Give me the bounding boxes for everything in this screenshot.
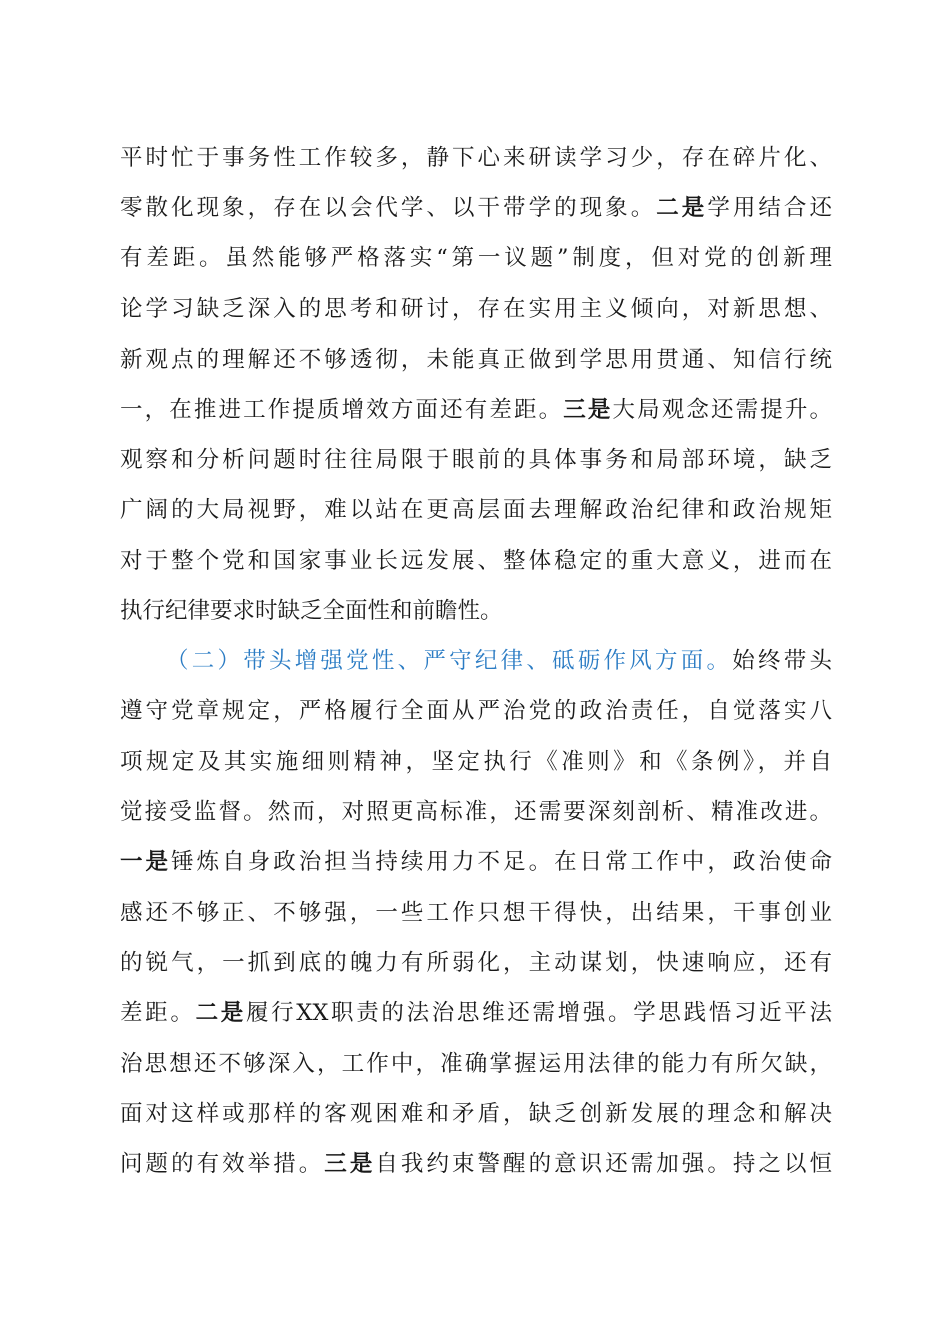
- paragraph-1-line-6: [120, 390, 832, 430]
- text-run: 广阔的大局视野，难以站在更高层面去理解政治纪律和政治规矩: [120, 497, 832, 523]
- paragraph-2-line-3: [120, 742, 832, 782]
- paragraph-2-line-9: [120, 1044, 832, 1084]
- paragraph-2-line-8: [120, 993, 832, 1033]
- section-heading: （二）带头增强党性、严守纪律、砥砺作风方面。: [166, 648, 733, 674]
- text-run: 项规定及其实施细则精神，坚定执行《准则》和《条例》，并自: [120, 749, 832, 775]
- paragraph-2-line-2: [120, 691, 832, 731]
- text-run: 一，在推进工作提质增效方面还有差距。: [120, 397, 564, 423]
- text-run: 始终带头: [732, 648, 832, 674]
- paragraph-1-line-10: [120, 591, 832, 631]
- paragraph-2-line-4: [120, 792, 832, 832]
- paragraph-2-line-5: [120, 842, 832, 882]
- text-run: 零散化现象，存在以会代学、以干带学的现象。: [120, 195, 657, 221]
- text-run: 问题的有效举措。: [120, 1151, 325, 1177]
- paragraph-2-line-1: [166, 641, 832, 681]
- paragraph-1-line-5: [120, 340, 832, 380]
- bold-marker: 三是: [563, 397, 613, 423]
- text-run: 论学习缺乏深入的思考和研讨，存在实用主义倾向，对新思想、: [120, 296, 832, 322]
- paragraph-1-line-2: [120, 188, 832, 228]
- text-run: 自我约束警醒的意识还需加强。持之以恒: [375, 1151, 832, 1177]
- paragraph-1-line-1: [120, 138, 832, 178]
- text-run: 觉接受监督。然而，对照更高标准，还需要深刻剖析、精准改进。: [120, 799, 832, 825]
- paragraph-1-line-3: [120, 238, 832, 278]
- text-run: 观察和分析问题时往往局限于眼前的具体事务和局部环境，缺乏: [120, 447, 832, 473]
- paragraph-2-line-10: [120, 1094, 832, 1134]
- bold-marker: 二是: [656, 195, 708, 221]
- text-run: 锤炼自身政治担当持续用力不足。在日常工作中，政治使命: [171, 849, 832, 875]
- text-run: 大局观念还需提升。: [612, 397, 832, 423]
- text-run: 有差距。虽然能够严格落实“第一议题”制度，但对党的创新理: [120, 245, 832, 271]
- bold-marker: 一是: [120, 849, 172, 875]
- text-run: 的锐气，一抓到底的魄力有所弱化，主动谋划，快速响应，还有: [120, 950, 832, 976]
- text-run: 治思想还不够深入，工作中，准确掌握运用法律的能力有所欠缺，: [120, 1051, 832, 1077]
- text-run: 面对这样或那样的客观困难和矛盾，缺乏创新发展的理念和解决: [120, 1101, 832, 1127]
- text-run: 新观点的理解还不够透彻，未能真正做到学思用贯通、知信行统: [120, 347, 832, 373]
- paragraph-2-line-6: [120, 893, 832, 933]
- paragraph-1-line-8: [120, 490, 832, 530]
- text-run: 感还不够正、不够强，一些工作只想干得快，出结果，干事创业: [120, 900, 832, 926]
- text-run: 遵守党章规定，严格履行全面从严治党的政治责任，自觉落实八: [120, 698, 832, 724]
- bold-marker: 三是: [324, 1151, 376, 1177]
- paragraph-1-line-7: [120, 440, 832, 480]
- text-run: 学用结合还: [707, 195, 832, 221]
- paragraph-2-line-7: [120, 943, 832, 983]
- text-run: 履行XX职责的法治思维还需增强。学思践悟习近平法: [245, 1000, 832, 1026]
- text-run: 平时忙于事务性工作较多，静下心来研读学习少，存在碎片化、: [120, 145, 832, 171]
- paragraph-1-line-9: [120, 541, 832, 581]
- paragraph-2-line-11: [120, 1144, 832, 1184]
- text-run: 对于整个党和国家事业长远发展、整体稳定的重大意义，进而在: [120, 548, 832, 574]
- text-run: 差距。: [120, 1000, 196, 1026]
- paragraph-1-line-4: [120, 289, 832, 329]
- bold-marker: 二是: [195, 1000, 246, 1026]
- text-run: 执行纪律要求时缺乏全面性和前瞻性。: [120, 598, 503, 624]
